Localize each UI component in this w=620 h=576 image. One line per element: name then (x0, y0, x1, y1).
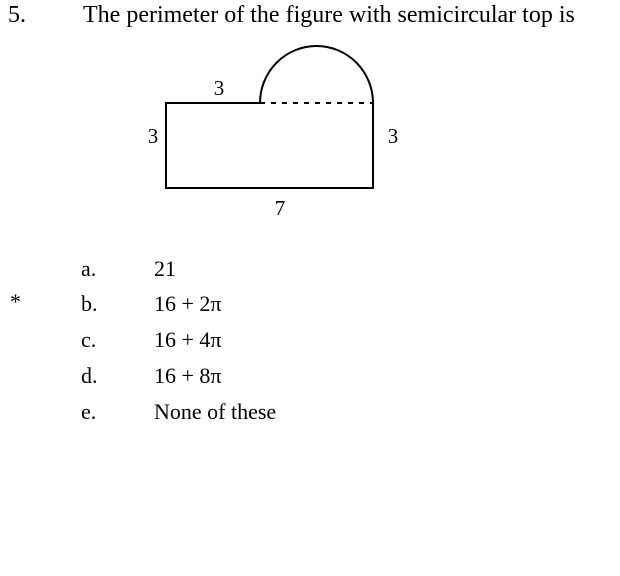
question-number: 5. (8, 2, 26, 28)
choice-text: 16 + 8π (154, 363, 222, 388)
choice-letter: d. (81, 363, 98, 388)
figure-label-right-height: 3 (387, 124, 399, 148)
figure-label-left-height: 3 (147, 124, 159, 148)
question-text: The perimeter of the figure with semicircular top is (83, 2, 575, 28)
figure-diagram (0, 0, 620, 240)
answer-marker: * (10, 289, 21, 314)
choice-letter: e. (81, 399, 97, 424)
choice-text: None of these (154, 399, 277, 424)
figure-semicircle-arc (260, 46, 373, 103)
choice-text: 16 + 4π (154, 327, 222, 352)
choice-letter: b. (81, 291, 98, 316)
choice-text: 16 + 2π (154, 291, 222, 316)
choice-letter: a. (81, 256, 97, 281)
figure-label-top-width: 3 (213, 76, 225, 100)
choice-letter: c. (81, 327, 97, 352)
figure-label-bottom-width: 7 (274, 196, 286, 220)
choice-text: 21 (154, 256, 176, 281)
